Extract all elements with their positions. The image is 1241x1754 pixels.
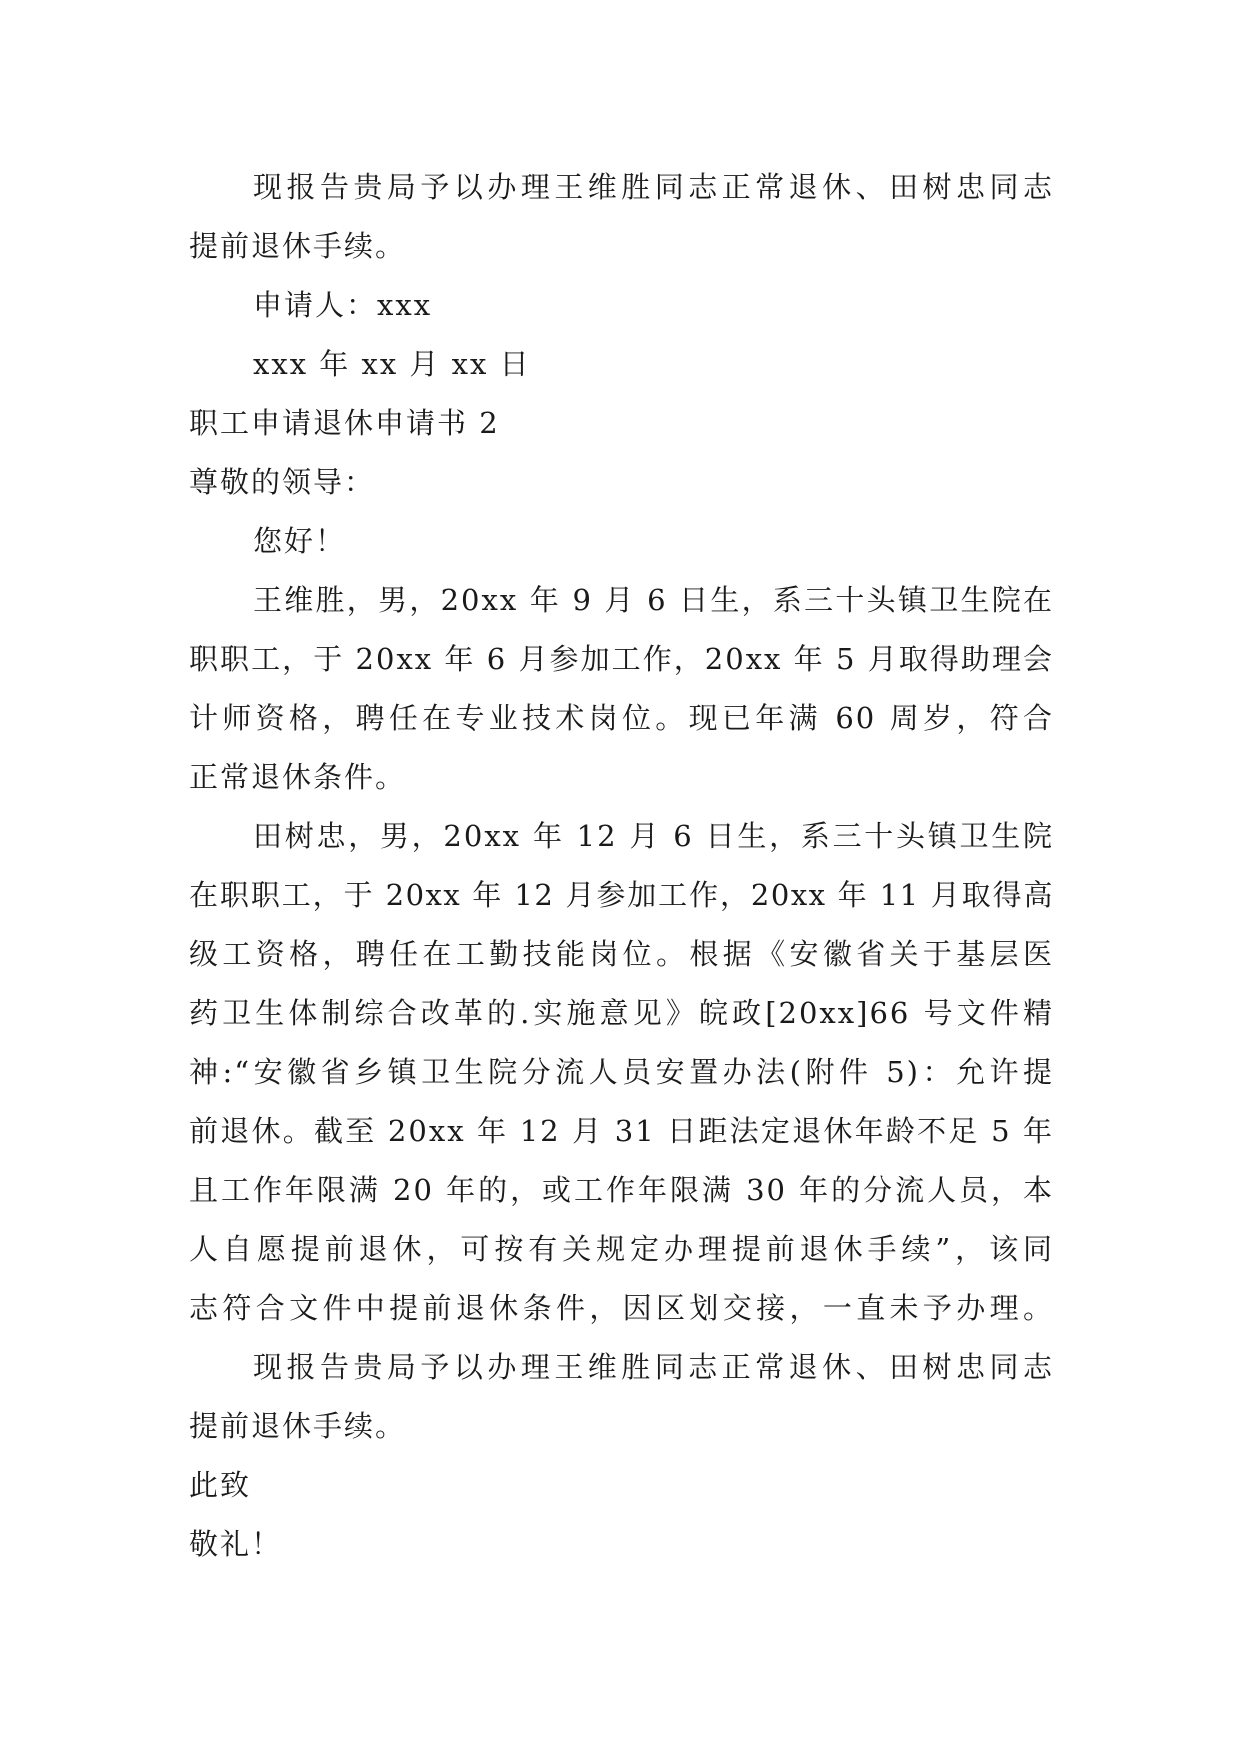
text-line: 神:“安徽省乡镇卫生院分流人员安置办法(附件 5)：允许提 — [189, 1055, 1054, 1089]
text-line: 现报告贵局予以办理王维胜同志正常退休、田树忠同志 — [253, 170, 1054, 204]
text-line: 提前退休手续。 — [189, 229, 407, 263]
text-line: 田树忠，男，20xx 年 12 月 6 日生，系三十头镇卫生院 — [253, 819, 1054, 853]
text-line: 职职工，于 20xx 年 6 月参加工作，20xx 年 5 月取得助理会 — [189, 642, 1054, 676]
greeting: 您好！ — [253, 524, 347, 558]
text-line: 计师资格，聘任在专业技术岗位。现已年满 60 周岁，符合 — [189, 701, 1054, 735]
text-line: 前退休。截至 20xx 年 12 月 31 日距法定退休年龄不足 5 年 — [189, 1114, 1054, 1148]
text-line: 正常退休条件。 — [189, 760, 407, 794]
closing-line: 此致 — [189, 1468, 252, 1502]
text-line: 级工资格，聘任在工勤技能岗位。根据《安徽省关于基层医 — [189, 937, 1054, 971]
salutation: 尊敬的领导： — [189, 465, 376, 499]
text-line: 现报告贵局予以办理王维胜同志正常退休、田树忠同志 — [253, 1350, 1054, 1384]
text-line: 王维胜，男，20xx 年 9 月 6 日生，系三十头镇卫生院在 — [253, 583, 1054, 617]
date-line: xxx 年 xx 月 xx 日 — [253, 347, 531, 381]
applicant-line: 申请人：xxx — [253, 288, 433, 322]
text-line: 志符合文件中提前退休条件，因区划交接，一直未予办理。 — [189, 1291, 1054, 1325]
section-title: 职工申请退休申请书 2 — [189, 406, 500, 440]
document-body — [189, 158, 1054, 1574]
text-line: 提前退休手续。 — [189, 1409, 407, 1443]
text-line: 人自愿提前退休，可按有关规定办理提前退休手续”，该同 — [189, 1232, 1054, 1266]
closing-line: 敬礼！ — [189, 1527, 283, 1561]
text-line: 药卫生体制综合改革的.实施意见》皖政[20xx]66 号文件精 — [189, 996, 1054, 1030]
text-line: 在职职工，于 20xx 年 12 月参加工作，20xx 年 11 月取得高 — [189, 878, 1054, 912]
text-line: 且工作年限满 20 年的，或工作年限满 30 年的分流人员，本 — [189, 1173, 1054, 1207]
